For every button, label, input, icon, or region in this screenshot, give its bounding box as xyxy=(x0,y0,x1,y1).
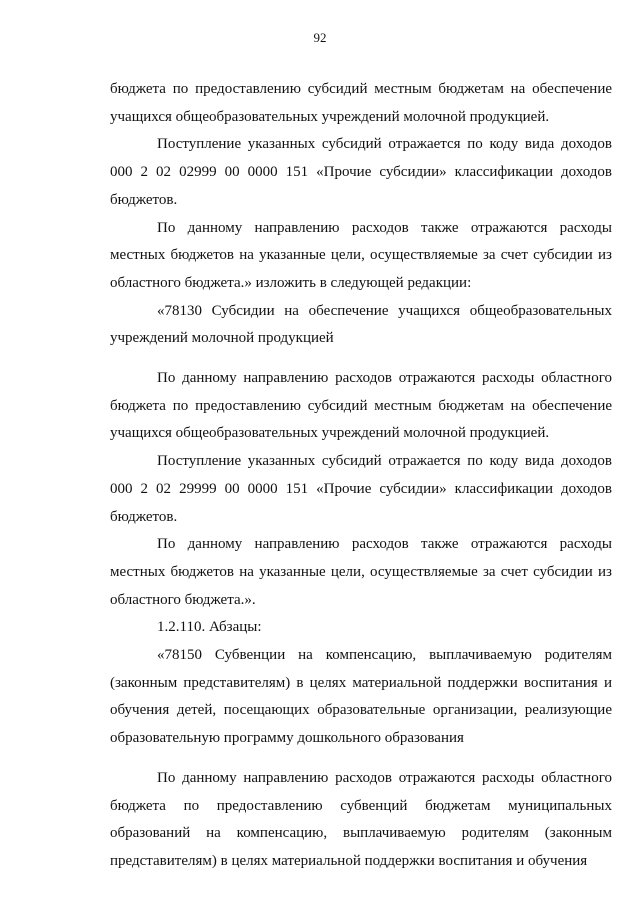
document-body xyxy=(110,76,612,876)
paragraph: бюджета по предоставлению субсидий местным бюджетам на обеспечение учащихся общеобразовательных учреждений молочной продукцией. xyxy=(110,81,612,125)
paragraph: 1.2.110. Абзацы: xyxy=(157,619,262,636)
paragraph: «78130 Субсидии на обеспечение учащихся общеобразовательных учреждений молочной продукцией xyxy=(110,302,612,347)
paragraph: Поступление указанных субсидий отражается по коду вида доходов 000 2 02 29999 00 0000 151 «Прочие субсидии» классификации доходов бюджетов. xyxy=(110,453,612,525)
paragraph: «78150 Субвенции на компенсацию, выплачиваемую родителям (законным представителям) в целях материальной поддержки воспитания и обучения детей, посещающих образовательные организации, реализующие образовательную программу дошкольного образования xyxy=(110,647,612,747)
paragraph: По данному направлению расходов также отражаются расходы местных бюджетов на указанные цели, осуществляемые за счет субсидии из областного бюджета.». xyxy=(110,536,612,608)
paragraph: Поступление указанных субсидий отражается по коду вида доходов 000 2 02 02999 00 0000 151 «Прочие субсидии» классификации доходов бюджетов. xyxy=(110,136,612,208)
page-number: 92 xyxy=(313,30,327,45)
paragraph: По данному направлению расходов также отражаются расходы местных бюджетов на указанные цели, осуществляемые за счет субсидии из областного бюджета.» изложить в следующей редакции: xyxy=(110,219,612,291)
paragraph: По данному направлению расходов отражаются расходы областного бюджета по предоставлению субсидий местным бюджетам на обеспечение учащихся общеобразовательных учреждений молочной продукцией. xyxy=(110,370,612,442)
paragraph: По данному направлению расходов отражаются расходы областного бюджета по предоставлению субвенций бюджетам муниципальных образований на компенсацию, выплачиваемую родителям (законным представителям) в целях материальной поддержки воспитания и обучения xyxy=(110,769,612,869)
